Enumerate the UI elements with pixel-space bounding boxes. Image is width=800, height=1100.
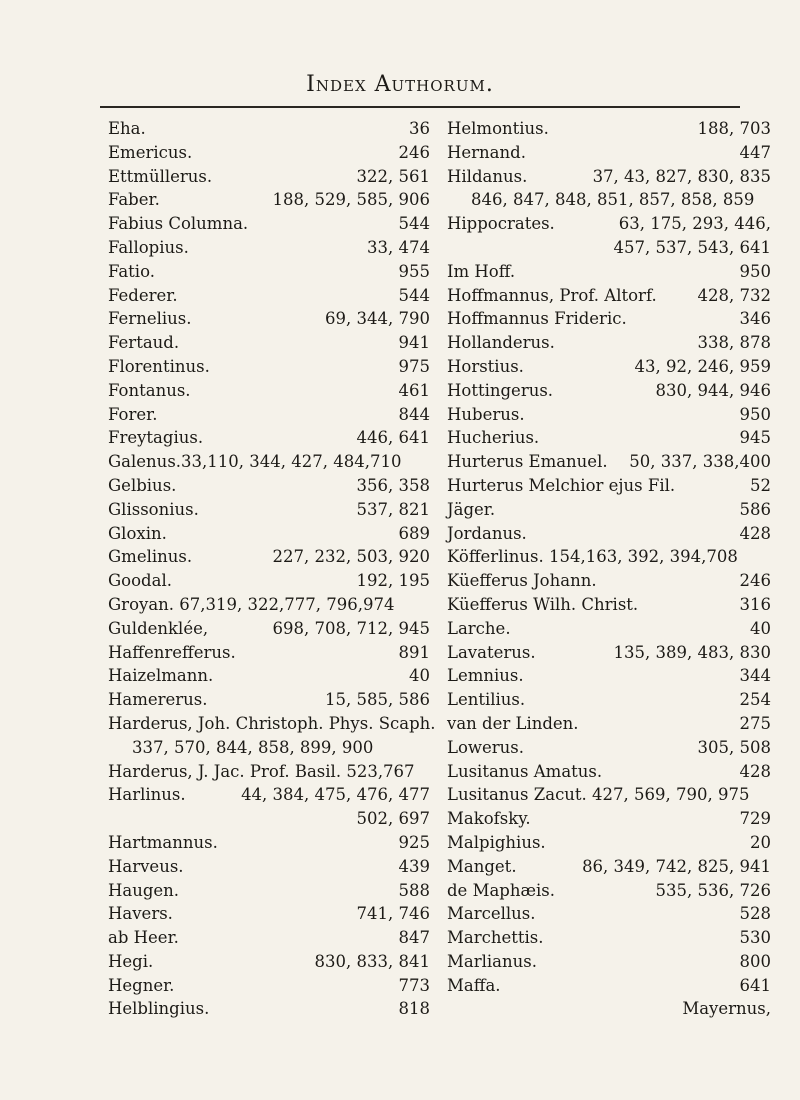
author-name: Horstius. [447,356,524,376]
header-rule [100,106,740,108]
page-numbers: 43, 92, 246, 959 [634,356,771,376]
page-numbers: 188, 529, 585, 906 [272,190,430,210]
index-entry [447,688,771,712]
index-entry [447,664,771,688]
page-numbers: 344 [739,666,771,686]
author-name: Marchettis. [447,928,544,948]
author-name: Hamererus. [108,690,208,710]
author-name: Hegner. [108,975,175,995]
page-numbers: 588 [398,880,430,900]
author-name: Havers. [108,904,173,924]
index-entry [447,331,771,355]
author-name: Lentilius. [447,690,526,710]
index-entry [108,760,430,784]
author-name: Eha. [108,119,146,138]
author-name: Jordanus. [447,523,527,543]
author-name: Harveus. [108,856,184,876]
index-entry [447,902,771,926]
page-numbers: 50, 337, 338,400 [629,452,771,472]
page-numbers: 925 [398,832,430,852]
index-entry [108,307,430,331]
index-entry [447,879,771,903]
author-name: Haizelmann. [108,666,214,686]
page-numbers: 15, 585, 586 [325,690,430,710]
page-numbers: 428 [739,761,771,781]
author-name: Guldenklée, [108,618,209,638]
author-name: Malpighius. [447,832,546,852]
index-entry [447,188,771,212]
index-entry [108,403,430,427]
index-entry [447,522,771,546]
index-entry [108,236,430,260]
index-entry [108,688,430,712]
author-name: Harlinus. [108,785,186,805]
index-entry [447,426,771,450]
page-numbers: 830, 833, 841 [314,951,430,971]
page-numbers: 63, 175, 293, 446, [618,214,771,234]
index-entry [447,474,771,498]
author-name: Gelbius. [108,475,177,495]
author-name: Hartmannus. [108,832,218,852]
author-name: Ettmüllerus. [108,166,213,186]
page-numbers: 741, 746 [356,904,430,924]
page-numbers: Mayernus, [682,999,771,1019]
index-entry [108,783,430,807]
page-numbers: 40 [409,666,430,686]
author-name: Hurterus Emanuel. [447,452,608,472]
index-entry [108,807,430,831]
author-name: Gmelinus. [108,547,193,567]
page-numbers: 246 [739,571,771,591]
author-name: Hippocrates. [447,214,555,234]
index-entry [447,212,771,236]
page-numbers: 346 [739,309,771,329]
author-name: Freytagius. [108,428,204,448]
author-name: Harderus, J. Jac. Prof. Basil. 523,767 [108,761,415,781]
index-entry [108,545,430,569]
author-name: Helblingius. [108,999,210,1019]
index-entry [108,831,430,855]
author-name: Harderus, Joh. Christoph. Phys. Scaph. [108,713,436,733]
author-name: Federer. [108,285,178,305]
index-entry [447,807,771,831]
index-entry [447,307,771,331]
author-name: Hottingerus. [447,380,554,400]
author-name: Lemnius. [447,666,524,686]
page-numbers: 641 [739,975,771,995]
index-entry [447,450,771,474]
page-numbers: 69, 344, 790 [325,309,430,329]
author-name: Lavaterus. [447,642,536,662]
index-entry [108,474,430,498]
author-name: Forer. [108,404,158,424]
index-entry [447,831,771,855]
index-entry [447,260,771,284]
author-name: Florentinus. [108,356,210,376]
index-entry [447,498,771,522]
index-entry [447,379,771,403]
index-entry [447,783,771,807]
author-name: Marlianus. [447,951,537,971]
author-name: Lowerus. [447,737,525,757]
author-name: Makofsky. [447,809,531,829]
page-numbers: 192, 195 [356,571,430,591]
page-numbers: 428 [739,523,771,543]
author-name: Jäger. [447,499,496,519]
page-numbers: 950 [739,261,771,281]
index-entry [447,736,771,760]
page-numbers: 447 [739,142,771,162]
author-name: Fontanus. [108,380,191,400]
index-entry [447,997,771,1021]
index-entry [108,997,430,1021]
page-numbers: 33, 474 [367,237,430,257]
author-name: Köfferlinus. 154,163, 392, 394,708 [447,547,738,567]
index-entry [447,545,771,569]
author-name: van der Linden. [447,713,579,733]
author-name: Haffenrefferus. [108,642,236,662]
page-numbers: 20 [750,832,771,852]
author-name: Lusitanus Amatus. [447,761,603,781]
index-entry [108,450,430,474]
page-numbers: 830, 944, 946 [655,380,771,400]
page-numbers: 37, 43, 827, 830, 835 [592,166,771,186]
author-name: Haugen. [108,880,180,900]
index-entry [108,902,430,926]
index-entry [108,617,430,641]
index-entry [108,641,430,665]
index-entry [447,236,771,260]
author-name: Manget. [447,856,517,876]
index-entry [108,736,430,760]
index-entry [447,641,771,665]
page-numbers: 457, 537, 543, 641 [613,237,771,257]
index-entry [108,212,430,236]
index-entry [447,355,771,379]
author-name: Hoffmannus, Prof. Altorf. [447,285,657,305]
page-numbers: 773 [398,975,430,995]
page-numbers: 950 [739,404,771,424]
index-entry [108,331,430,355]
page-numbers: 439 [398,856,430,876]
author-name: Glissonius. [108,499,199,519]
index-entry [108,950,430,974]
index-entry [108,141,430,165]
author-name: de Maphæis. [447,880,555,900]
index-entry [108,664,430,688]
author-name: Fabius Columna. [108,214,249,234]
index-entry [447,617,771,641]
author-name: Larche. [447,618,511,638]
page-numbers: 40 [750,618,771,638]
index-entry [447,974,771,998]
index-entry [447,117,771,141]
page-numbers: 446, 641 [356,428,430,448]
page-numbers: 586 [739,499,771,519]
page-numbers: 544 [398,285,430,305]
author-name: Fatio. [108,261,155,281]
index-entry [108,498,430,522]
author-name: Hegi. [108,951,154,971]
page-numbers: 135, 389, 483, 830 [613,642,771,662]
page-numbers: 530 [739,928,771,948]
index-entry [108,426,430,450]
page-numbers: 188, 703 [697,119,771,138]
author-name: Groyan. 67,319, 322,777, 796,974 [108,594,395,614]
page-numbers: 955 [398,261,430,281]
index-entry [108,117,430,141]
page-numbers: 356, 358 [356,475,430,495]
index-entry [108,926,430,950]
index-entry [108,522,430,546]
page-numbers: 502, 697 [356,809,430,829]
page-numbers: 428, 732 [697,285,771,305]
page-numbers: 818 [398,999,430,1019]
author-name: Huberus. [447,404,525,424]
page-numbers: 535, 536, 726 [655,880,771,900]
page-numbers: 461 [398,380,430,400]
page-numbers: 891 [398,642,430,662]
index-entry [447,141,771,165]
author-name: Hoffmannus Frideric. [447,309,627,329]
author-name: Emericus. [108,142,193,162]
page-numbers: 305, 508 [697,737,771,757]
page-numbers: 544 [398,214,430,234]
page-numbers: 729 [739,809,771,829]
index-entry [447,165,771,189]
index-entry [108,284,430,308]
page-numbers: 945 [739,428,771,448]
page-numbers: 537, 821 [356,499,430,519]
author-name: Fertaud. [108,333,180,353]
author-name: ab Heer. [108,928,179,948]
page-numbers: 254 [739,690,771,710]
page-numbers: 275 [739,713,771,733]
author-name: Galenus.33,110, 344, 427, 484,710 [108,452,402,472]
index-entry [108,855,430,879]
page-numbers: 698, 708, 712, 945 [272,618,430,638]
index-entry [108,188,430,212]
author-name: Marcellus. [447,904,536,924]
index-entry [447,403,771,427]
author-name: Küefferus Johann. [447,571,597,591]
index-entry [447,593,771,617]
index-entry [447,569,771,593]
index-entry [108,379,430,403]
index-entry [108,712,436,736]
page-numbers: 246 [398,142,430,162]
index-entry [447,284,771,308]
author-name: Fernelius. [108,309,192,329]
left-column [108,117,436,1021]
index-entry [447,712,771,736]
index-entry [108,355,430,379]
author-name: 337, 570, 844, 858, 899, 900 [132,737,374,757]
page-numbers: 800 [739,951,771,971]
page-numbers: 44, 384, 475, 476, 477 [241,785,430,805]
page-numbers: 941 [398,333,430,353]
page-numbers: 322, 561 [356,166,430,186]
page-title: Index Authorum. [306,72,494,97]
author-name: Hollanderus. [447,333,555,353]
author-name: Gloxin. [108,523,167,543]
page-numbers: 316 [739,594,771,614]
page-numbers: 86, 349, 742, 825, 941 [582,856,771,876]
author-name: Goodal. [108,571,172,591]
index-entry [108,260,430,284]
author-name: Helmontius. [447,119,549,138]
author-name: Küefferus Wilh. Christ. [447,594,639,614]
index-entry [108,569,430,593]
index-entry [447,926,771,950]
page-numbers: 36 [409,119,430,138]
page-numbers: 528 [739,904,771,924]
author-name: Lusitanus Zacut. 427, 569, 790, 975 [447,785,750,805]
index-entry [447,855,771,879]
author-name: Hurterus Melchior ejus Fil. [447,475,676,495]
page-numbers: 227, 232, 503, 920 [272,547,430,567]
index-entry [447,760,771,784]
author-name: Maffa. [447,975,501,995]
author-name: 846, 847, 848, 851, 857, 858, 859 [471,190,755,210]
right-column [447,117,771,1021]
page-numbers: 847 [398,928,430,948]
index-entry [108,165,430,189]
author-name: Hildanus. [447,166,528,186]
page-numbers: 338, 878 [697,333,771,353]
index-entry [108,593,430,617]
page-numbers: 689 [398,523,430,543]
author-name: Im Hoff. [447,261,516,281]
author-name: Hucherius. [447,428,540,448]
page-numbers: 844 [398,404,430,424]
index-entry [447,950,771,974]
page-numbers: 975 [398,356,430,376]
index-entry [108,974,430,998]
index-entry [108,879,430,903]
author-name: Faber. [108,190,160,210]
author-name: Hernand. [447,142,526,162]
author-name: Fallopius. [108,237,189,257]
page-numbers: 52 [750,475,771,495]
